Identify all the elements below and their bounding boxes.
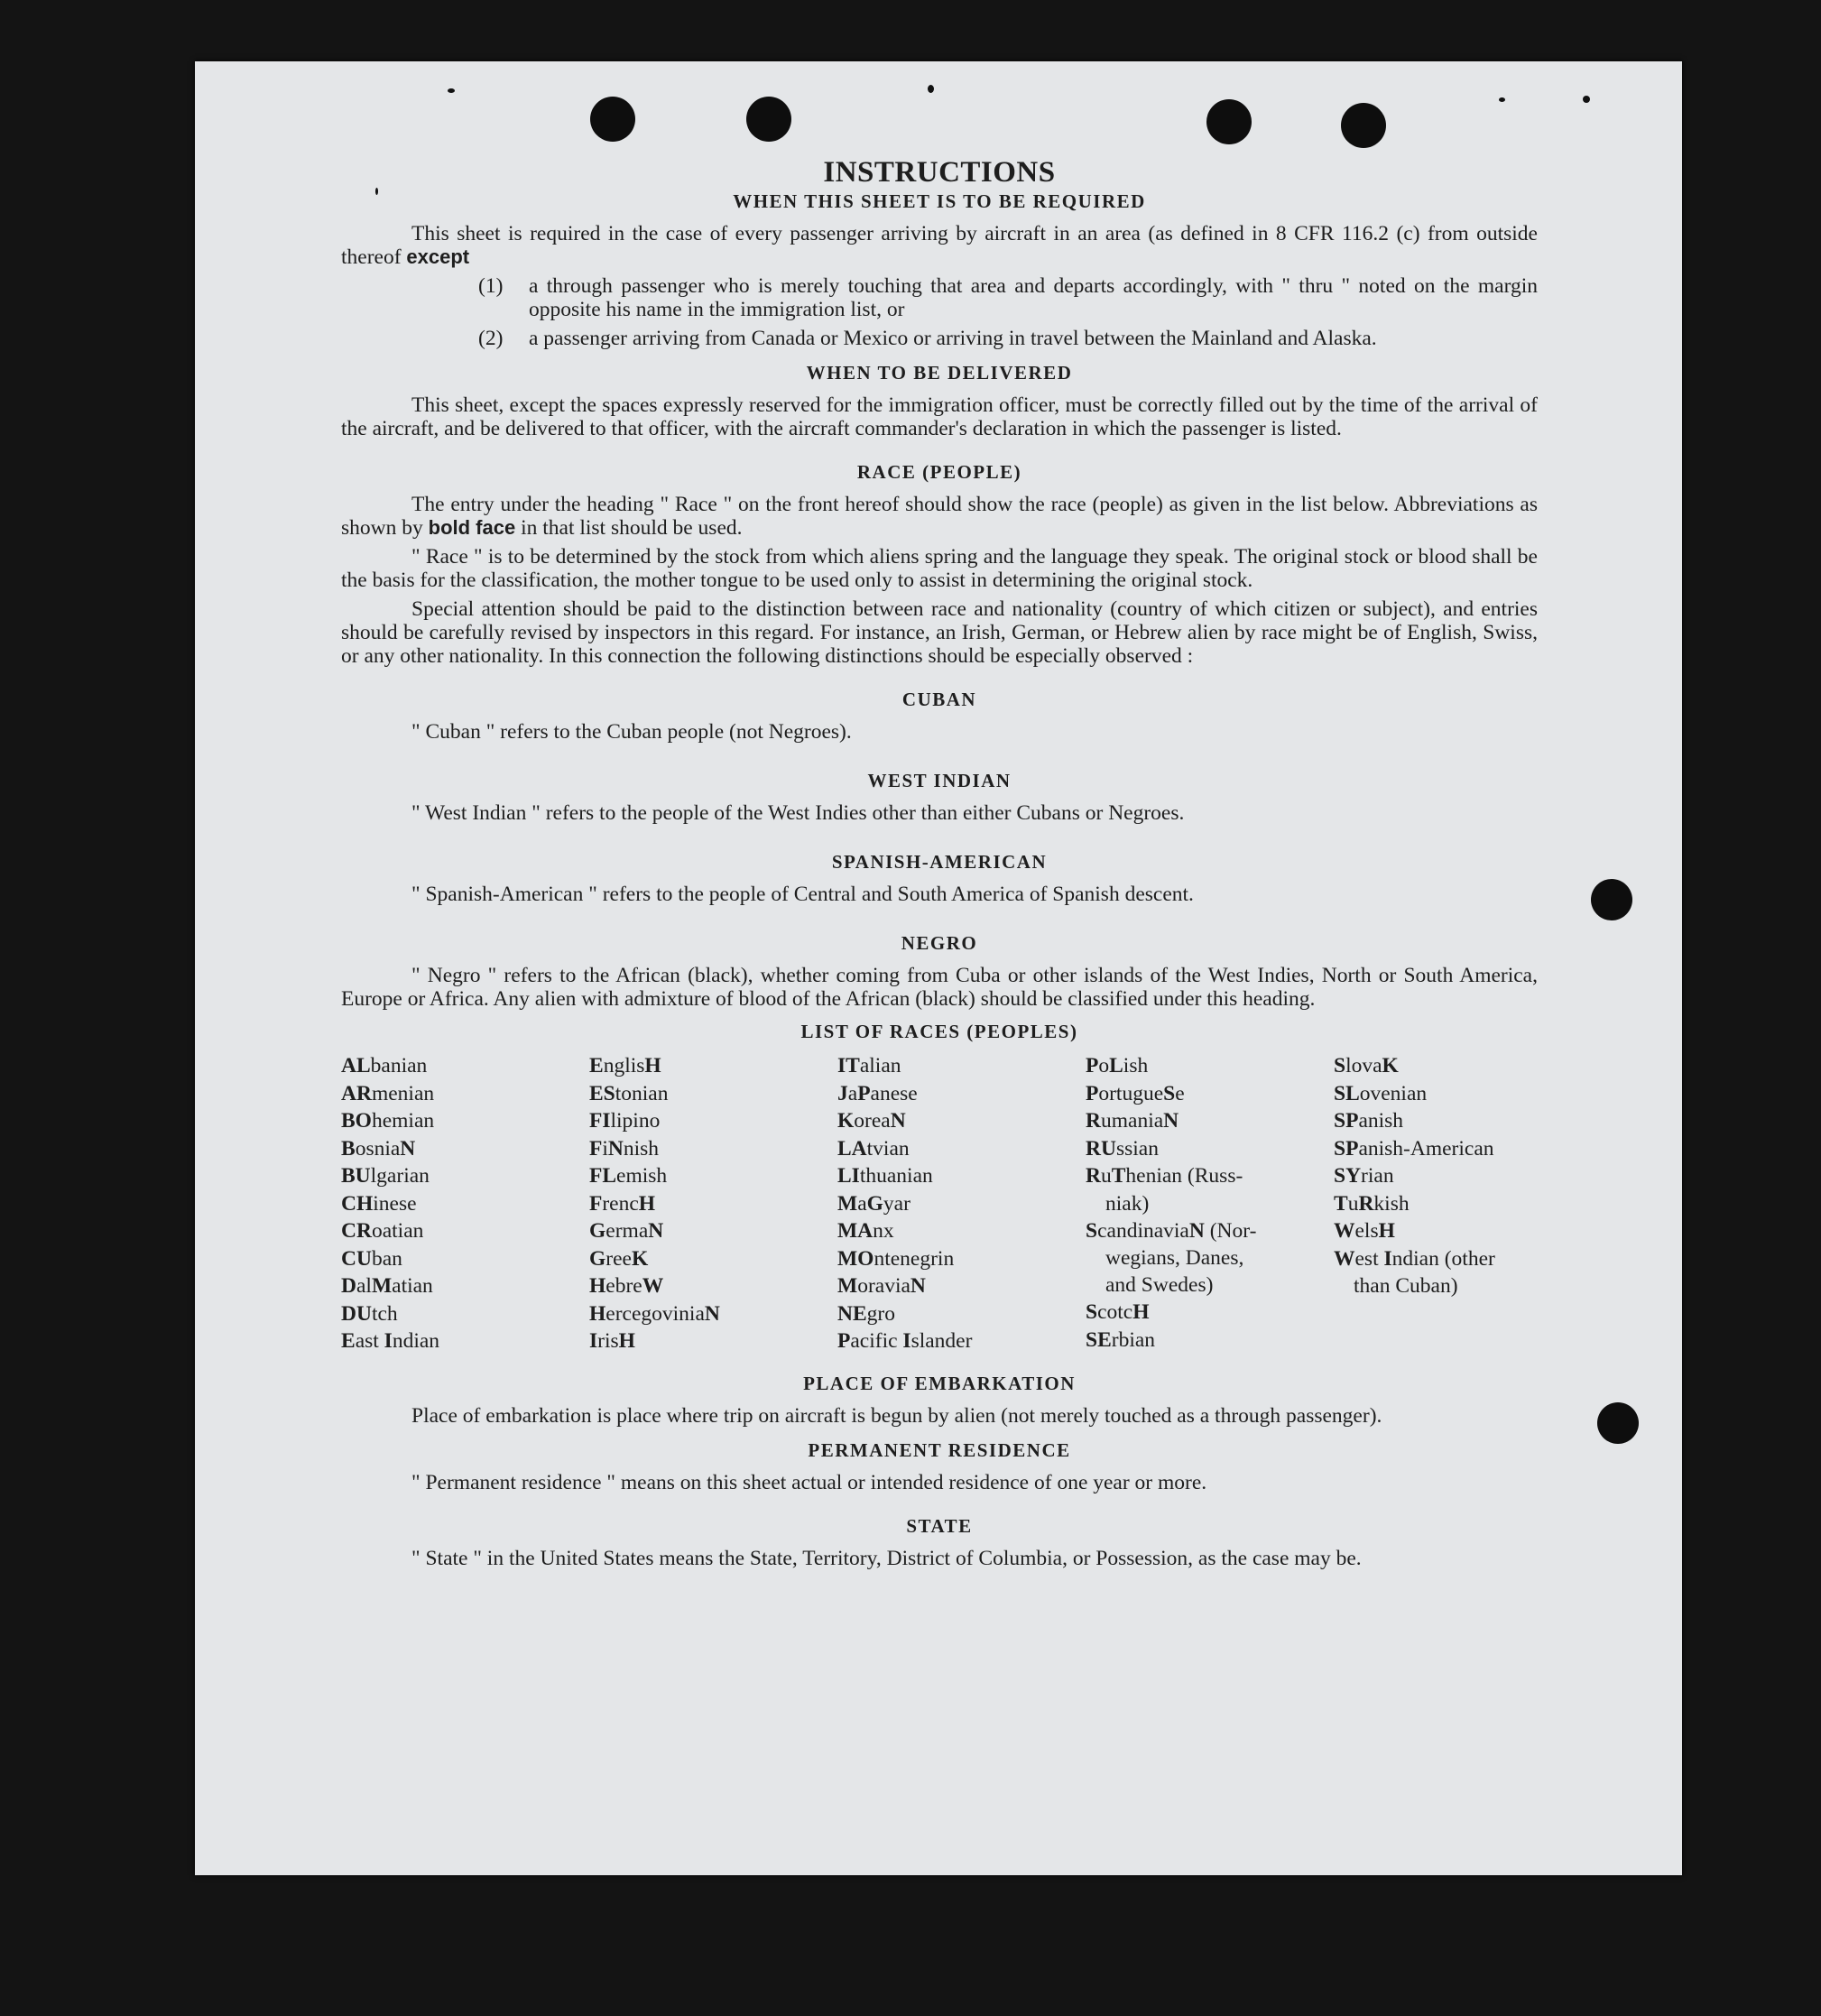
race-abbreviation: I	[1383, 1246, 1392, 1271]
races-list	[341, 1052, 1538, 1355]
race-name-part: oatian	[371, 1219, 424, 1243]
race-entry	[1334, 1135, 1582, 1163]
race-abbreviation: N	[890, 1109, 906, 1133]
race-name-part: est	[1354, 1246, 1384, 1271]
race-abbreviation: N	[910, 1274, 926, 1298]
paragraph-text: The entry under the heading " Race " on the front hereof should show the race (people) as given in the list below. Abbreviations as shown by	[341, 493, 1538, 540]
section-heading: WHEN TO BE DELIVERED	[806, 362, 1073, 384]
race-abbreviation: R	[1358, 1191, 1374, 1216]
race-entry	[1334, 1080, 1582, 1108]
race-abbreviation: H	[1378, 1219, 1395, 1243]
race-abbreviation: K	[631, 1246, 649, 1271]
race-entry	[1334, 1107, 1582, 1135]
item-text: a through passenger who is merely touching that area and departs accordingly, with " thru " noted on the margin opposite his name in the immigration list, or	[529, 274, 1538, 321]
race-abbreviation: I	[384, 1329, 393, 1353]
race-name-part: hemian	[371, 1109, 435, 1133]
race-abbreviation: N	[704, 1301, 720, 1326]
punch-hole	[1341, 103, 1386, 148]
race-entry	[341, 1300, 589, 1328]
race-name-part: rbian	[1111, 1327, 1156, 1352]
race-abbreviation: CR	[341, 1219, 372, 1243]
race-abbreviation: R	[1086, 1164, 1101, 1188]
race-entry	[341, 1272, 589, 1300]
paragraph: " Race " is to be determined by the stock from which aliens spring and the language they speak. The original stock or blood shall be the basis for the classification, the mother tongue to be used only to assist in determining the original stock.	[341, 545, 1538, 592]
race-abbreviation: SY	[1334, 1164, 1362, 1188]
race-name-part: tch	[371, 1301, 398, 1326]
punch-hole	[1206, 99, 1252, 144]
race-abbreviation: S	[1334, 1054, 1346, 1077]
instructions-body	[341, 156, 1538, 1570]
race-name-part: u	[1100, 1164, 1112, 1188]
race-abbreviation: J	[837, 1081, 848, 1105]
paragraph: " Spanish-American " refers to the people of Central and South America of Spanish descent.	[411, 883, 1194, 906]
race-abbreviation: F	[589, 1136, 603, 1161]
race-entry	[341, 1245, 589, 1273]
race-abbreviation: H	[589, 1274, 606, 1298]
race-abbreviation: M	[371, 1274, 393, 1298]
race-entry	[589, 1300, 837, 1328]
race-name-part: umania	[1100, 1109, 1164, 1133]
race-abbreviation: MO	[837, 1246, 874, 1271]
punch-hole	[1597, 1402, 1639, 1444]
race-abbreviation: AL	[341, 1054, 371, 1077]
section-heading: CUBAN	[901, 689, 977, 710]
race-abbreviation: K	[837, 1109, 855, 1133]
race-abbreviation: NE	[837, 1301, 867, 1326]
punch-hole	[746, 97, 791, 142]
race-entry	[837, 1162, 1086, 1190]
race-column	[1334, 1052, 1582, 1355]
race-name-part: (Nor-	[1204, 1218, 1257, 1243]
race-entry	[837, 1190, 1086, 1218]
paragraph	[341, 493, 1538, 540]
race-abbreviation: R	[1086, 1109, 1101, 1133]
race-entry	[341, 1080, 589, 1108]
race-abbreviation: M	[837, 1274, 858, 1298]
race-abbreviation: W	[1334, 1219, 1355, 1243]
race-entry	[1334, 1052, 1582, 1080]
race-name-continuation: niak)	[1105, 1191, 1150, 1216]
race-abbreviation: FL	[589, 1164, 617, 1188]
item-number: (1)	[478, 274, 504, 298]
race-name-part: emish	[616, 1164, 668, 1188]
race-entry	[1334, 1162, 1582, 1190]
race-entry	[341, 1190, 589, 1218]
section-heading: PERMANENT RESIDENCE	[808, 1438, 1071, 1461]
paragraph: " West Indian " refers to the people of the West Indies other than either Cubans or Negroes.	[411, 801, 1185, 825]
race-abbreviation: F	[589, 1191, 603, 1216]
race-entry	[1086, 1107, 1334, 1135]
list-item	[478, 274, 1538, 321]
race-entry	[837, 1327, 1086, 1355]
race-name-part: ercegovinia	[605, 1301, 705, 1326]
race-name-part: ndian	[392, 1329, 440, 1353]
race-name-continuation: than Cuban)	[1354, 1274, 1458, 1298]
race-entry	[1086, 1052, 1334, 1080]
emphasis-text: except	[406, 245, 470, 268]
paragraph: " Cuban " refers to the Cuban people (not Negroes).	[411, 720, 852, 744]
race-abbreviation: BU	[341, 1164, 371, 1188]
race-name-part: henian (Russ-	[1125, 1164, 1243, 1188]
race-abbreviation: I	[589, 1329, 598, 1353]
race-name-part: al	[356, 1274, 372, 1298]
race-abbreviation: LI	[837, 1164, 860, 1188]
race-name-part: slander	[910, 1329, 973, 1353]
race-column	[1086, 1052, 1334, 1355]
section-heading: NEGRO	[901, 932, 978, 954]
race-name-part: ntenegrin	[874, 1246, 955, 1271]
item-number: (2)	[478, 327, 504, 350]
race-name-part: ree	[605, 1246, 632, 1271]
race-abbreviation: H	[1132, 1300, 1150, 1324]
race-name-part: ris	[597, 1329, 619, 1353]
race-entry	[1086, 1135, 1334, 1163]
race-name-part: nglis	[603, 1054, 645, 1077]
race-name-part: thuanian	[859, 1164, 933, 1188]
section-heading: LIST OF RACES (PEOPLES)	[800, 1021, 1078, 1042]
race-name-part: gro	[866, 1301, 895, 1326]
paragraph	[341, 222, 1538, 269]
race-abbreviation: S	[1163, 1081, 1176, 1105]
race-abbreviation: H	[644, 1054, 661, 1077]
race-name-part: ban	[371, 1246, 402, 1271]
race-abbreviation: CH	[341, 1191, 374, 1216]
race-name-part: anish-American	[1358, 1136, 1494, 1161]
race-name-part: cotc	[1097, 1300, 1133, 1324]
race-entry	[1086, 1327, 1334, 1355]
race-entry	[1086, 1162, 1334, 1217]
race-entry	[589, 1135, 837, 1163]
race-abbreviation: SL	[1334, 1081, 1360, 1105]
race-name-part: ortugue	[1098, 1081, 1164, 1105]
item-text: a passenger arriving from Canada or Mexico or arriving in travel between the Mainland and Alaska.	[529, 327, 1377, 350]
race-name-part: anese	[870, 1081, 918, 1105]
race-abbreviation: W	[642, 1274, 664, 1298]
paragraph-text: in that list should be used.	[521, 516, 743, 540]
race-entry	[589, 1052, 837, 1080]
race-abbreviation: AR	[341, 1081, 372, 1105]
punch-hole	[1591, 879, 1632, 920]
paragraph: Special attention should be paid to the distinction between race and nationality (country of which citizen or subject), and entries should be carefully revised by inspectors in this regard. For instance, an Irish, German, or Hebrew alien by race might be of English, Swiss, or any other nationality. In this connection the following distinctions should be especially observed :	[341, 597, 1538, 668]
race-abbreviation: SP	[1334, 1136, 1359, 1161]
race-name-part: atian	[392, 1274, 433, 1298]
race-entry	[837, 1245, 1086, 1273]
race-name-part: kish	[1373, 1191, 1410, 1216]
race-abbreviation: E	[341, 1329, 356, 1353]
race-abbreviation: I	[902, 1329, 911, 1353]
race-entry	[589, 1080, 837, 1108]
race-abbreviation: B	[341, 1136, 356, 1161]
paragraph: This sheet, except the spaces expressly reserved for the immigration officer, must be correctly filled out by the time of the arrival of the aircraft, and be delivered to that officer, with the aircraft commander's declaration in which the passenger is listed.	[341, 393, 1538, 440]
race-column	[341, 1052, 589, 1355]
race-abbreviation: SP	[1334, 1109, 1359, 1133]
speck	[1499, 97, 1505, 102]
race-name-part: anish	[1358, 1109, 1404, 1133]
race-name-part: e	[1175, 1081, 1185, 1105]
paragraph: Place of embarkation is place where trip on aircraft is begun by alien (not merely touched as a through passenger).	[411, 1403, 1382, 1428]
paragraph-text: This sheet is required in the case of every passenger arriving by aircraft in an area (as defined in 8 CFR 116.2 (c) from outside thereof	[341, 222, 1538, 269]
race-name-part: o	[1098, 1054, 1110, 1077]
race-name-part: i	[602, 1136, 608, 1161]
race-entry	[837, 1272, 1086, 1300]
race-abbreviation: S	[1086, 1300, 1098, 1324]
speck	[1583, 96, 1590, 103]
race-name-part: ebre	[605, 1274, 642, 1298]
race-entry	[341, 1162, 589, 1190]
race-abbreviation: L	[1109, 1054, 1123, 1077]
race-abbreviation: H	[618, 1329, 635, 1353]
race-entry	[341, 1327, 589, 1355]
race-abbreviation: T	[1111, 1164, 1126, 1188]
race-name-part: osnia	[355, 1136, 401, 1161]
race-entry	[837, 1080, 1086, 1108]
paragraph: " State " in the United States means the State, Territory, District of Columbia, or Possession, as the case may be.	[411, 1546, 1362, 1570]
section-heading: SPANISH-AMERICAN	[831, 851, 1048, 873]
race-abbreviation: K	[1382, 1054, 1399, 1077]
race-entry	[341, 1135, 589, 1163]
race-abbreviation: H	[589, 1301, 606, 1326]
race-entry	[589, 1272, 837, 1300]
race-entry	[589, 1190, 837, 1218]
section-heading: WEST INDIAN	[867, 770, 1012, 791]
race-name-part: lgarian	[370, 1164, 430, 1188]
race-entry	[341, 1107, 589, 1135]
race-column	[589, 1052, 837, 1355]
race-abbreviation: N	[400, 1136, 416, 1161]
race-abbreviation: IT	[837, 1054, 860, 1077]
race-abbreviation: N	[1188, 1218, 1205, 1243]
race-name-part: ovenian	[1359, 1081, 1428, 1105]
race-abbreviation: SE	[1086, 1327, 1112, 1352]
race-name-part: lova	[1345, 1054, 1382, 1077]
race-name-part: ndian (other	[1391, 1246, 1495, 1271]
race-entry	[589, 1162, 837, 1190]
race-abbreviation: G	[866, 1191, 883, 1216]
race-column	[837, 1052, 1086, 1355]
race-abbreviation: D	[341, 1274, 356, 1298]
race-abbreviation: G	[589, 1219, 606, 1243]
race-abbreviation: T	[1334, 1191, 1348, 1216]
race-abbreviation: BO	[341, 1109, 372, 1133]
race-entry	[1334, 1190, 1582, 1218]
race-entry	[1086, 1217, 1334, 1299]
section-heading: STATE	[906, 1514, 973, 1537]
race-entry	[341, 1052, 589, 1080]
race-name-part: ssian	[1115, 1136, 1159, 1161]
race-abbreviation: DU	[341, 1301, 372, 1326]
race-name-part: ast	[355, 1329, 384, 1353]
race-abbreviation: CU	[341, 1246, 372, 1271]
race-name-part: menian	[371, 1081, 435, 1105]
race-entry	[837, 1217, 1086, 1245]
section-heading: RACE (PEOPLE)	[856, 461, 1022, 483]
race-abbreviation: FI	[589, 1109, 611, 1133]
document-page	[195, 61, 1682, 1875]
race-abbreviation: N	[1163, 1109, 1179, 1133]
race-name-part: tvian	[866, 1136, 910, 1161]
race-name-part: a	[847, 1081, 858, 1105]
speck	[448, 88, 455, 93]
punch-hole	[590, 97, 635, 142]
race-abbreviation: E	[589, 1054, 604, 1077]
emphasis-text: bold face	[428, 516, 516, 539]
race-entry	[837, 1300, 1086, 1328]
race-abbreviation: W	[1334, 1246, 1355, 1271]
race-name-part: yar	[883, 1191, 910, 1216]
race-entry	[589, 1327, 837, 1355]
race-abbreviation: M	[837, 1191, 858, 1216]
race-entry	[589, 1217, 837, 1245]
race-name-part: inese	[373, 1191, 417, 1216]
race-entry	[589, 1245, 837, 1273]
paragraph: " Negro " refers to the African (black), whether coming from Cuba or other islands of the West Indies, North or South America, Europe or Africa. Any alien with admixture of blood of the African (black) should be classified under this heading.	[341, 964, 1538, 1011]
race-name-part: acific	[850, 1329, 903, 1353]
speck	[928, 85, 934, 93]
race-entry	[1086, 1080, 1334, 1108]
race-abbreviation: G	[589, 1246, 606, 1271]
race-name-part: a	[857, 1191, 867, 1216]
race-entry	[341, 1217, 589, 1245]
race-name-part: orea	[854, 1109, 891, 1133]
race-entry	[589, 1107, 837, 1135]
race-entry	[837, 1107, 1086, 1135]
race-abbreviation: RU	[1086, 1136, 1116, 1161]
race-name-part: alian	[859, 1054, 901, 1077]
race-abbreviation: N	[607, 1136, 624, 1161]
race-name-continuation: wegians, Danes,	[1105, 1246, 1244, 1270]
race-name-part: ish	[1123, 1054, 1149, 1077]
race-entry	[837, 1052, 1086, 1080]
page-title: INSTRUCTIONS	[823, 156, 1056, 189]
race-name-part: rian	[1361, 1164, 1394, 1188]
section-heading: PLACE OF EMBARKATION	[803, 1372, 1076, 1394]
race-abbreviation: LA	[837, 1136, 867, 1161]
race-name-part: tonian	[615, 1081, 669, 1105]
race-name-part: lipino	[610, 1109, 661, 1133]
race-entry	[1086, 1299, 1334, 1327]
race-abbreviation: P	[857, 1081, 871, 1105]
race-abbreviation: N	[648, 1219, 664, 1243]
race-name-part: nx	[873, 1219, 894, 1243]
race-entry	[837, 1135, 1086, 1163]
race-name-part: erma	[605, 1219, 649, 1243]
race-abbreviation: P	[1086, 1054, 1099, 1077]
race-entry	[1334, 1245, 1582, 1300]
race-name-part: els	[1354, 1219, 1379, 1243]
race-name-part: banian	[370, 1054, 428, 1077]
race-abbreviation: S	[1086, 1218, 1098, 1243]
race-abbreviation: P	[1086, 1081, 1099, 1105]
race-name-continuation: and Swedes)	[1105, 1273, 1214, 1297]
race-abbreviation: MA	[837, 1219, 874, 1243]
race-name-part: renc	[602, 1191, 639, 1216]
race-abbreviation: ES	[589, 1081, 615, 1105]
race-entry	[1334, 1217, 1582, 1245]
race-name-part: oravia	[857, 1274, 910, 1298]
list-item	[478, 327, 1538, 350]
race-name-part: nish	[623, 1136, 660, 1161]
race-abbreviation: P	[837, 1329, 851, 1353]
race-abbreviation: H	[638, 1191, 656, 1216]
race-name-part: candinavia	[1097, 1218, 1189, 1243]
section-heading: WHEN THIS SHEET IS TO BE REQUIRED	[733, 190, 1146, 212]
paragraph: " Permanent residence " means on this sheet actual or intended residence of one year or more.	[411, 1470, 1207, 1494]
race-name-part: u	[1347, 1191, 1359, 1216]
